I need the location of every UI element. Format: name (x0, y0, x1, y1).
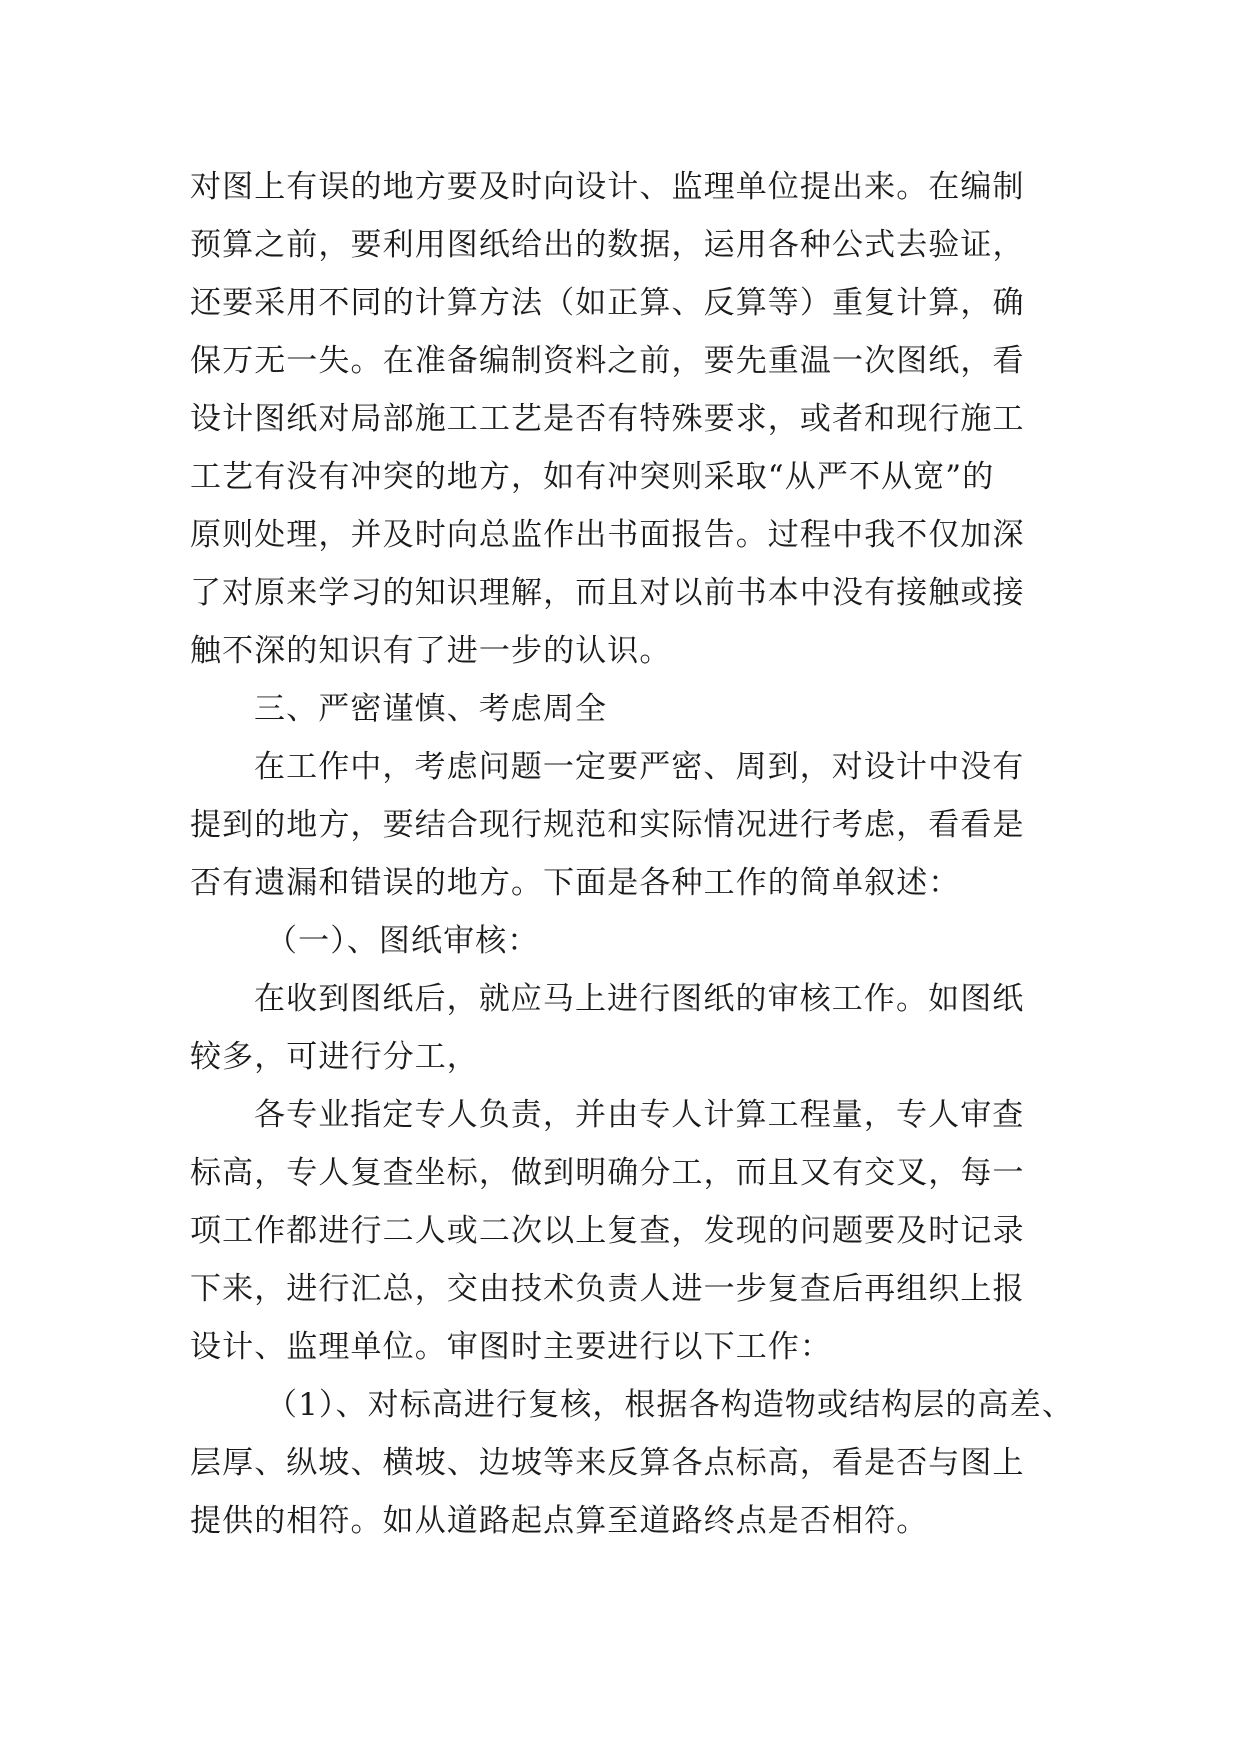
text-line: 在收到图纸后，就应马上进行图纸的审核工作。如图纸 (254, 981, 1025, 1017)
section-heading: 三、严密谨慎、考虑周全 (254, 691, 608, 727)
document-body (190, 158, 1074, 1550)
list-item-text: （1）、对标高进行复核，根据各构造物或结构层的高差、 (266, 1387, 1074, 1423)
text-line: 工艺有没有冲突的地方，如有冲突则采取“从严不从宽”的 (190, 459, 995, 495)
text-line: 项工作都进行二人或二次以上复查，发现的问题要及时记录 (190, 1213, 1025, 1249)
text-line: 设计、监理单位。审图时主要进行以下工作： (190, 1329, 832, 1365)
text-line: 了对原来学习的知识理解，而且对以前书本中没有接触或接 (190, 575, 1025, 611)
text-line: 提供的相符。如从道路起点算至道路终点是否相符。 (190, 1503, 929, 1539)
text-line: 在工作中，考虑问题一定要严密、周到，对设计中没有 (254, 749, 1025, 785)
text-line: 否有遗漏和错误的地方。下面是各种工作的简单叙述： (190, 865, 961, 901)
text-line: 保万无一失。在准备编制资料之前，要先重温一次图纸，看 (190, 343, 1025, 379)
text-line: 较多，可进行分工， (190, 1039, 479, 1075)
text-line: 各专业指定专人负责，并由专人计算工程量，专人审查 (254, 1097, 1025, 1133)
text-line: 设计图纸对局部施工工艺是否有特殊要求，或者和现行施工 (190, 401, 1025, 437)
text-line: 对图上有误的地方要及时向设计、监理单位提出来。在编制 (190, 169, 1025, 205)
text-line: 层厚、纵坡、横坡、边坡等来反算各点标高，看是否与图上 (190, 1445, 1025, 1481)
text-line: 原则处理，并及时向总监作出书面报告。过程中我不仅加深 (190, 517, 1025, 553)
text-line: 预算之前，要利用图纸给出的数据，运用各种公式去验证， (190, 227, 1025, 263)
text-line: 触不深的知识有了进一步的认识。 (190, 633, 672, 669)
subsection-heading: （一）、图纸审核： (266, 923, 540, 959)
text-line: 标高，专人复查坐标，做到明确分工，而且又有交叉，每一 (190, 1155, 1025, 1191)
text-line: 还要采用不同的计算方法（如正算、反算等）重复计算，确 (190, 285, 1025, 321)
text-line: 下来，进行汇总，交由技术负责人进一步复查后再组织上报 (190, 1271, 1025, 1307)
text-line: 提到的地方，要结合现行规范和实际情况进行考虑，看看是 (190, 807, 1025, 843)
